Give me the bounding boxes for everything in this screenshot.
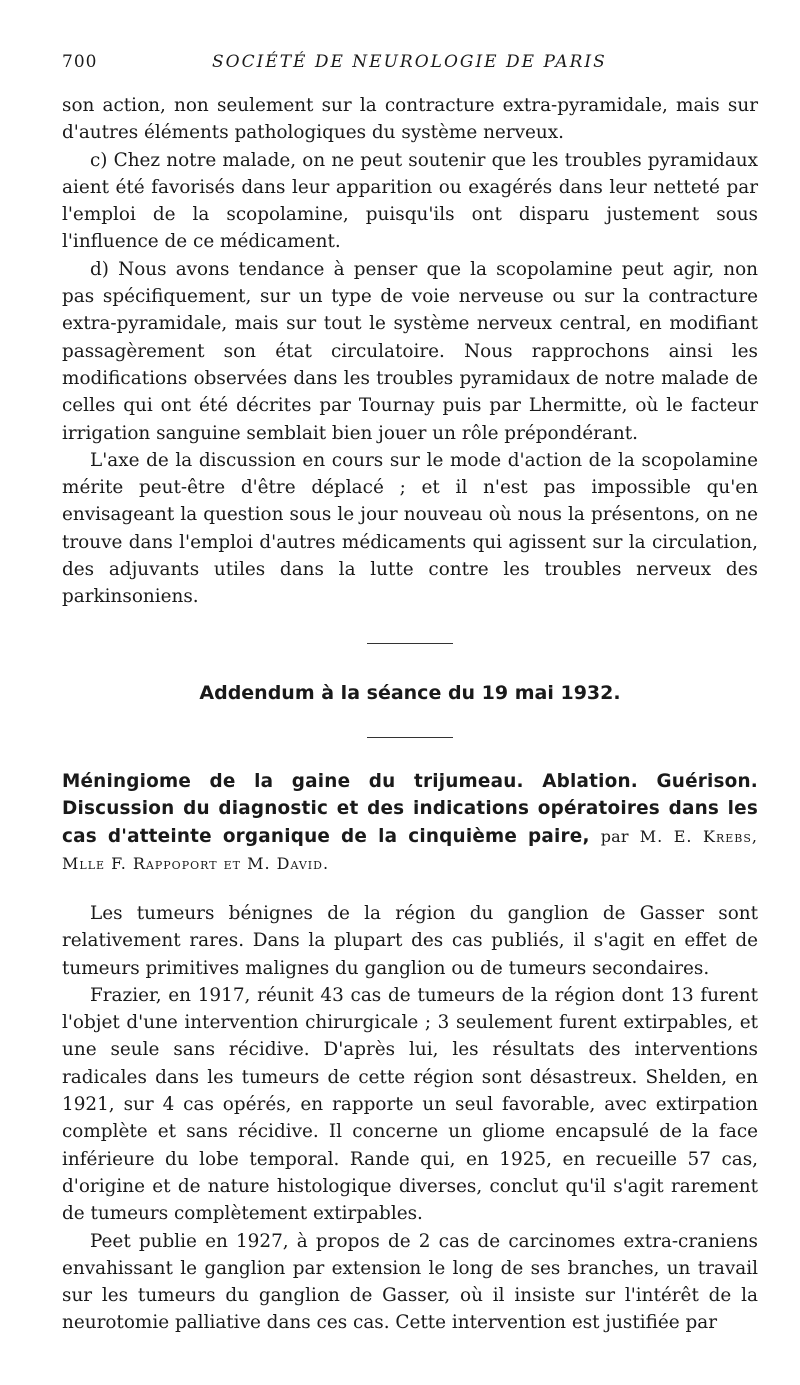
paragraph: c) Chez notre malade, on ne peut soutenir que les troubles pyramidaux aient été favorisés dans leur apparition ou exagérés dans leur netteté par l'emploi de la scopolamine, puisqu'ils ont disparu justement sous l'influence de ce médicament. bbox=[62, 149, 758, 253]
running-header bbox=[62, 52, 758, 92]
article-by: par bbox=[600, 826, 629, 846]
paragraph: son action, non seulement sur la contracture extra-pyramidale, mais sur d'autres éléments pathologiques du système nerveux. bbox=[62, 95, 758, 144]
article-title bbox=[62, 768, 758, 878]
article-title-text: Méningiome de la gaine du trijumeau. Ablation. Guérison. Discussion du diagnostic et des indications opératoires dans les cas d'atteinte organique de la cinquième paire, bbox=[62, 770, 758, 847]
page bbox=[62, 52, 758, 1337]
section-rule bbox=[367, 643, 453, 644]
article-authors: M. E. Krebs, Mlle F. Rappoport et M. David. bbox=[62, 826, 758, 874]
section-rule bbox=[367, 737, 453, 738]
paragraph: Frazier, en 1917, réunit 43 cas de tumeurs de la région dont 13 furent l'objet d'une intervention chirurgicale ; 3 seulement furent extirpables, et une seule sans récidive. D'après lui, les résultats des interventions radicales dans les tumeurs de cette région sont désastreux. Shelden, en 1921, sur 4 cas opérés, en rapporte un seul favorable, avec extirpation complète et sans récidive. Il concerne un gliome encapsulé de la face inférieure du lobe temporal. Rande qui, en 1925, en recueille 57 cas, d'origine et de nature histologique diverses, conclut qu'il s'agit rarement de tumeurs complètement extirpables. bbox=[62, 984, 758, 1225]
paragraph: Les tumeurs bénignes de la région du ganglion de Gasser sont relativement rares. Dans la plupart des cas publiés, il s'agit en effet de tumeurs primitives malignes du ganglion ou de tumeurs secondaires. bbox=[62, 902, 758, 979]
bottom-text bbox=[62, 900, 758, 1337]
page-number: 700 bbox=[62, 52, 98, 72]
paragraph: d) Nous avons tendance à penser que la scopolamine peut agir, non pas spécifiquement, sur un type de voie nerveuse ou sur la contracture extra-pyramidale, mais sur tout le système nerveux central, en modifiant passagèrement son état circulatoire. Nous rapprochons ainsi les modifications observées dans les troubles pyramidaux de notre malade de celles qui ont été décrites par Tournay puis par Lhermitte, où le facteur irrigation sanguine semblait bien jouer un rôle prépondérant. bbox=[62, 258, 758, 444]
paragraph: Peet publie en 1927, à propos de 2 cas de carcinomes extra-craniens envahissant le ganglion par extension le long de ses branches, un travail sur les tumeurs du ganglion de Gasser, où il insiste sur l'intérêt de la neurotomie palliative dans ces cas. Cette intervention est justifiée par bbox=[62, 1230, 758, 1334]
addendum-heading: Addendum à la séance du 19 mai 1932. bbox=[199, 681, 621, 704]
running-title: SOCIÉTÉ DE NEUROLOGIE DE PARIS bbox=[212, 52, 607, 72]
paragraph: L'axe de la discussion en cours sur le mode d'action de la scopolamine mérite peut-être d'être déplacé ; et il n'est pas impossible qu'en envisageant la question sous le jour nouveau où nous la présentons, on ne trouve dans l'emploi d'autres médicaments qui agissent sur la circulation, des adjuvants utiles dans la lutte contre les troubles nerveux des parkinsoniens. bbox=[62, 449, 758, 608]
top-text bbox=[62, 92, 758, 611]
